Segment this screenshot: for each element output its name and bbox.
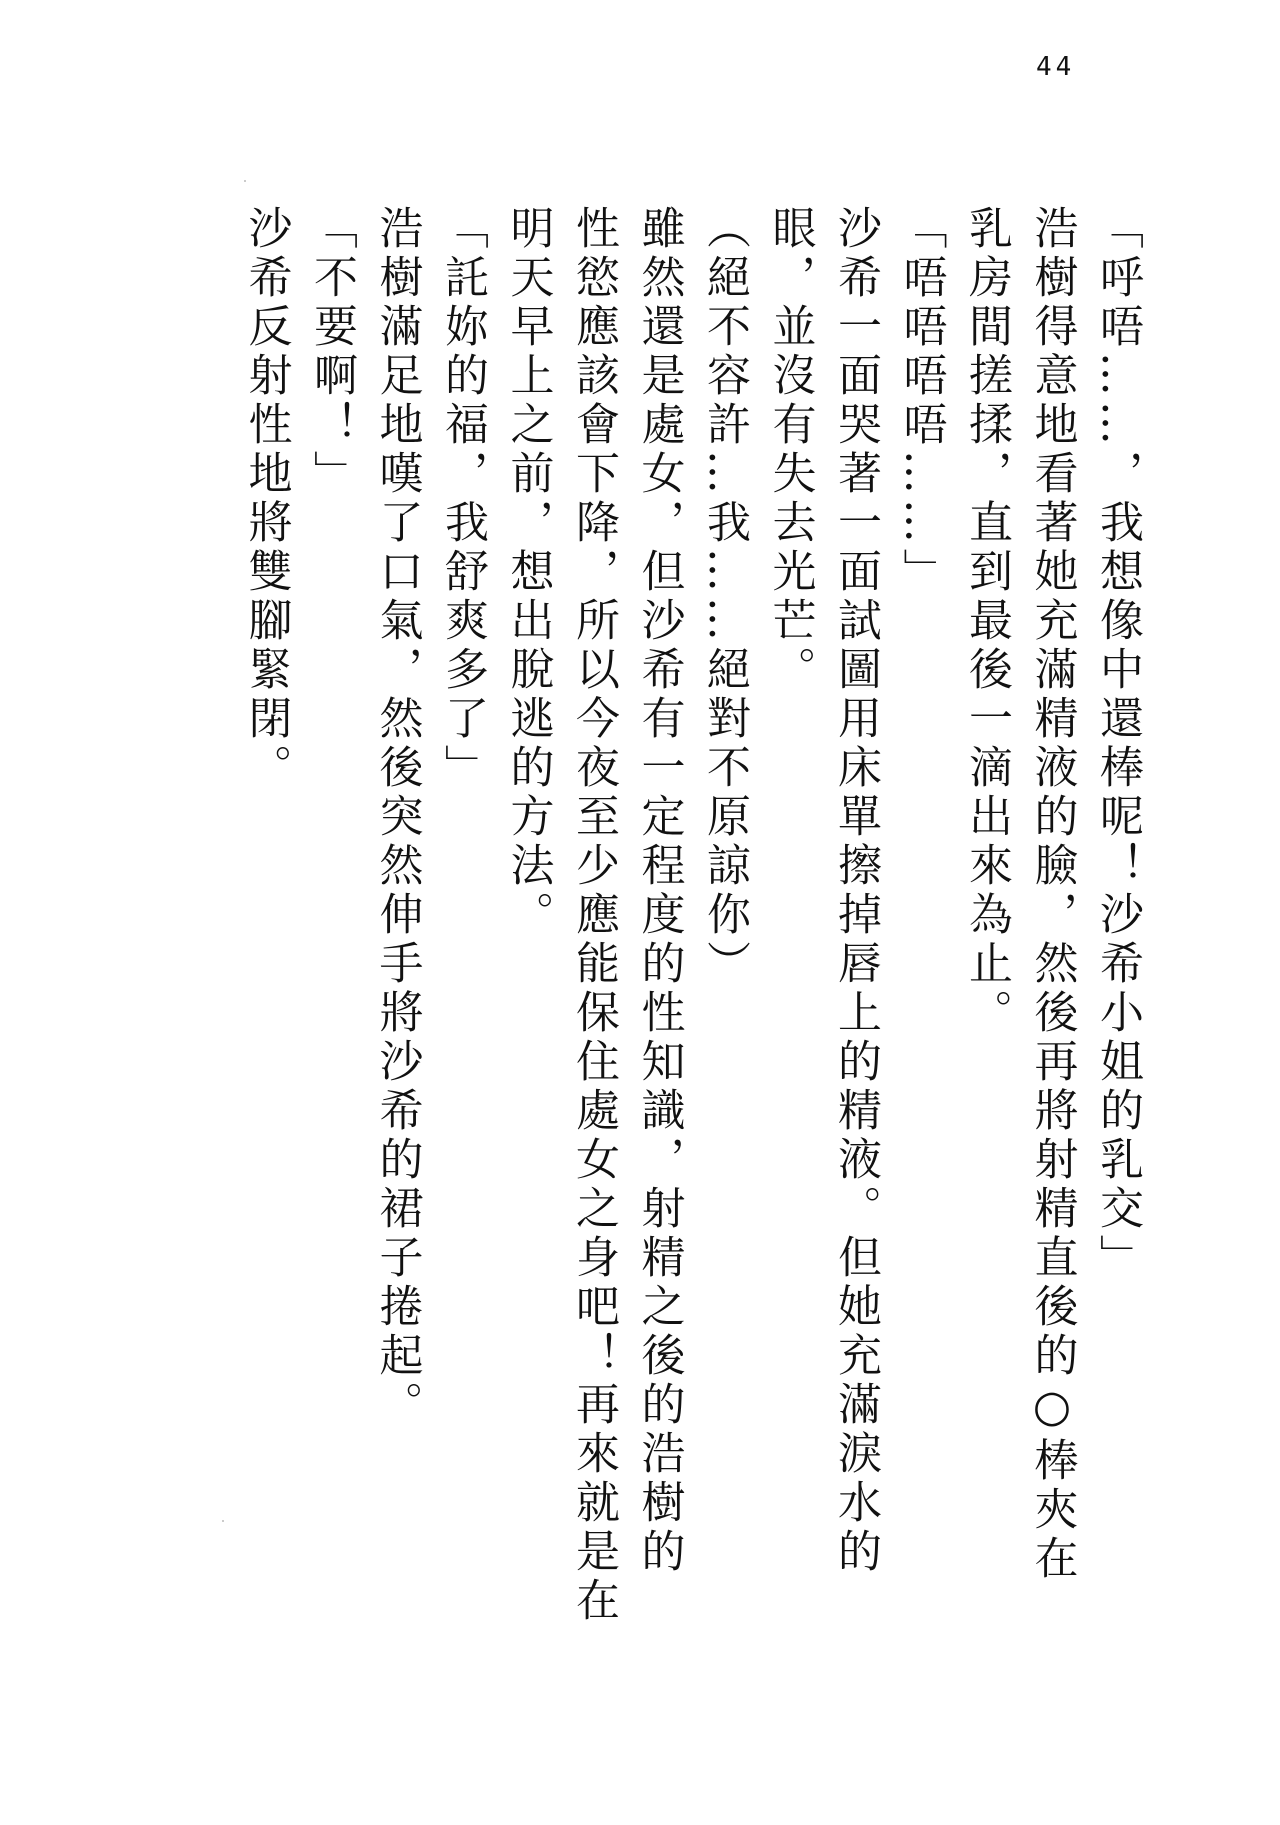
text-line: 性慾應該會下降，所以今夜至少應能保住處女之身吧！再來就是在 bbox=[568, 205, 619, 1626]
text-line: 浩樹滿足地嘆了口氣，然後突然伸手將沙希的裙子捲起。 bbox=[371, 205, 423, 1430]
page-number: 44 bbox=[1036, 52, 1076, 82]
scan-speck bbox=[244, 180, 246, 182]
text-line: 「託妳的福，我舒爽多了」 bbox=[437, 205, 488, 793]
text-line: 明天早上之前，想出脫逃的方法。 bbox=[502, 205, 554, 940]
text-line: 雖然還是處女，但沙希有一定程度的性知識，射精之後的浩樹的 bbox=[633, 205, 685, 1577]
text-line: 浩樹得意地看著她充滿精液的臉，然後再將射精直後的○棒夾在 bbox=[1026, 205, 1078, 1584]
text-line: 乳房間搓揉，直到最後一滴出來為止。 bbox=[961, 205, 1012, 1038]
text-line: 眼，並沒有失去光芒。 bbox=[764, 205, 816, 695]
text-line: 「唔唔唔唔……」 bbox=[895, 205, 947, 597]
vertical-text-body bbox=[233, 205, 1150, 1625]
text-line: 「不要啊！」 bbox=[306, 205, 357, 499]
text-line: 沙希反射性地將雙腳緊閉。 bbox=[240, 205, 292, 793]
text-line: （絕不容許…我……絕對不原諒你） bbox=[699, 205, 750, 989]
scan-speck bbox=[222, 1520, 224, 1522]
text-line: 「呼唔……，我想像中還棒呢！沙希小姐的乳交」 bbox=[1092, 205, 1143, 1283]
text-line: 沙希一面哭著一面試圖用床單擦掉唇上的精液。但她充滿淚水的 bbox=[830, 205, 881, 1577]
